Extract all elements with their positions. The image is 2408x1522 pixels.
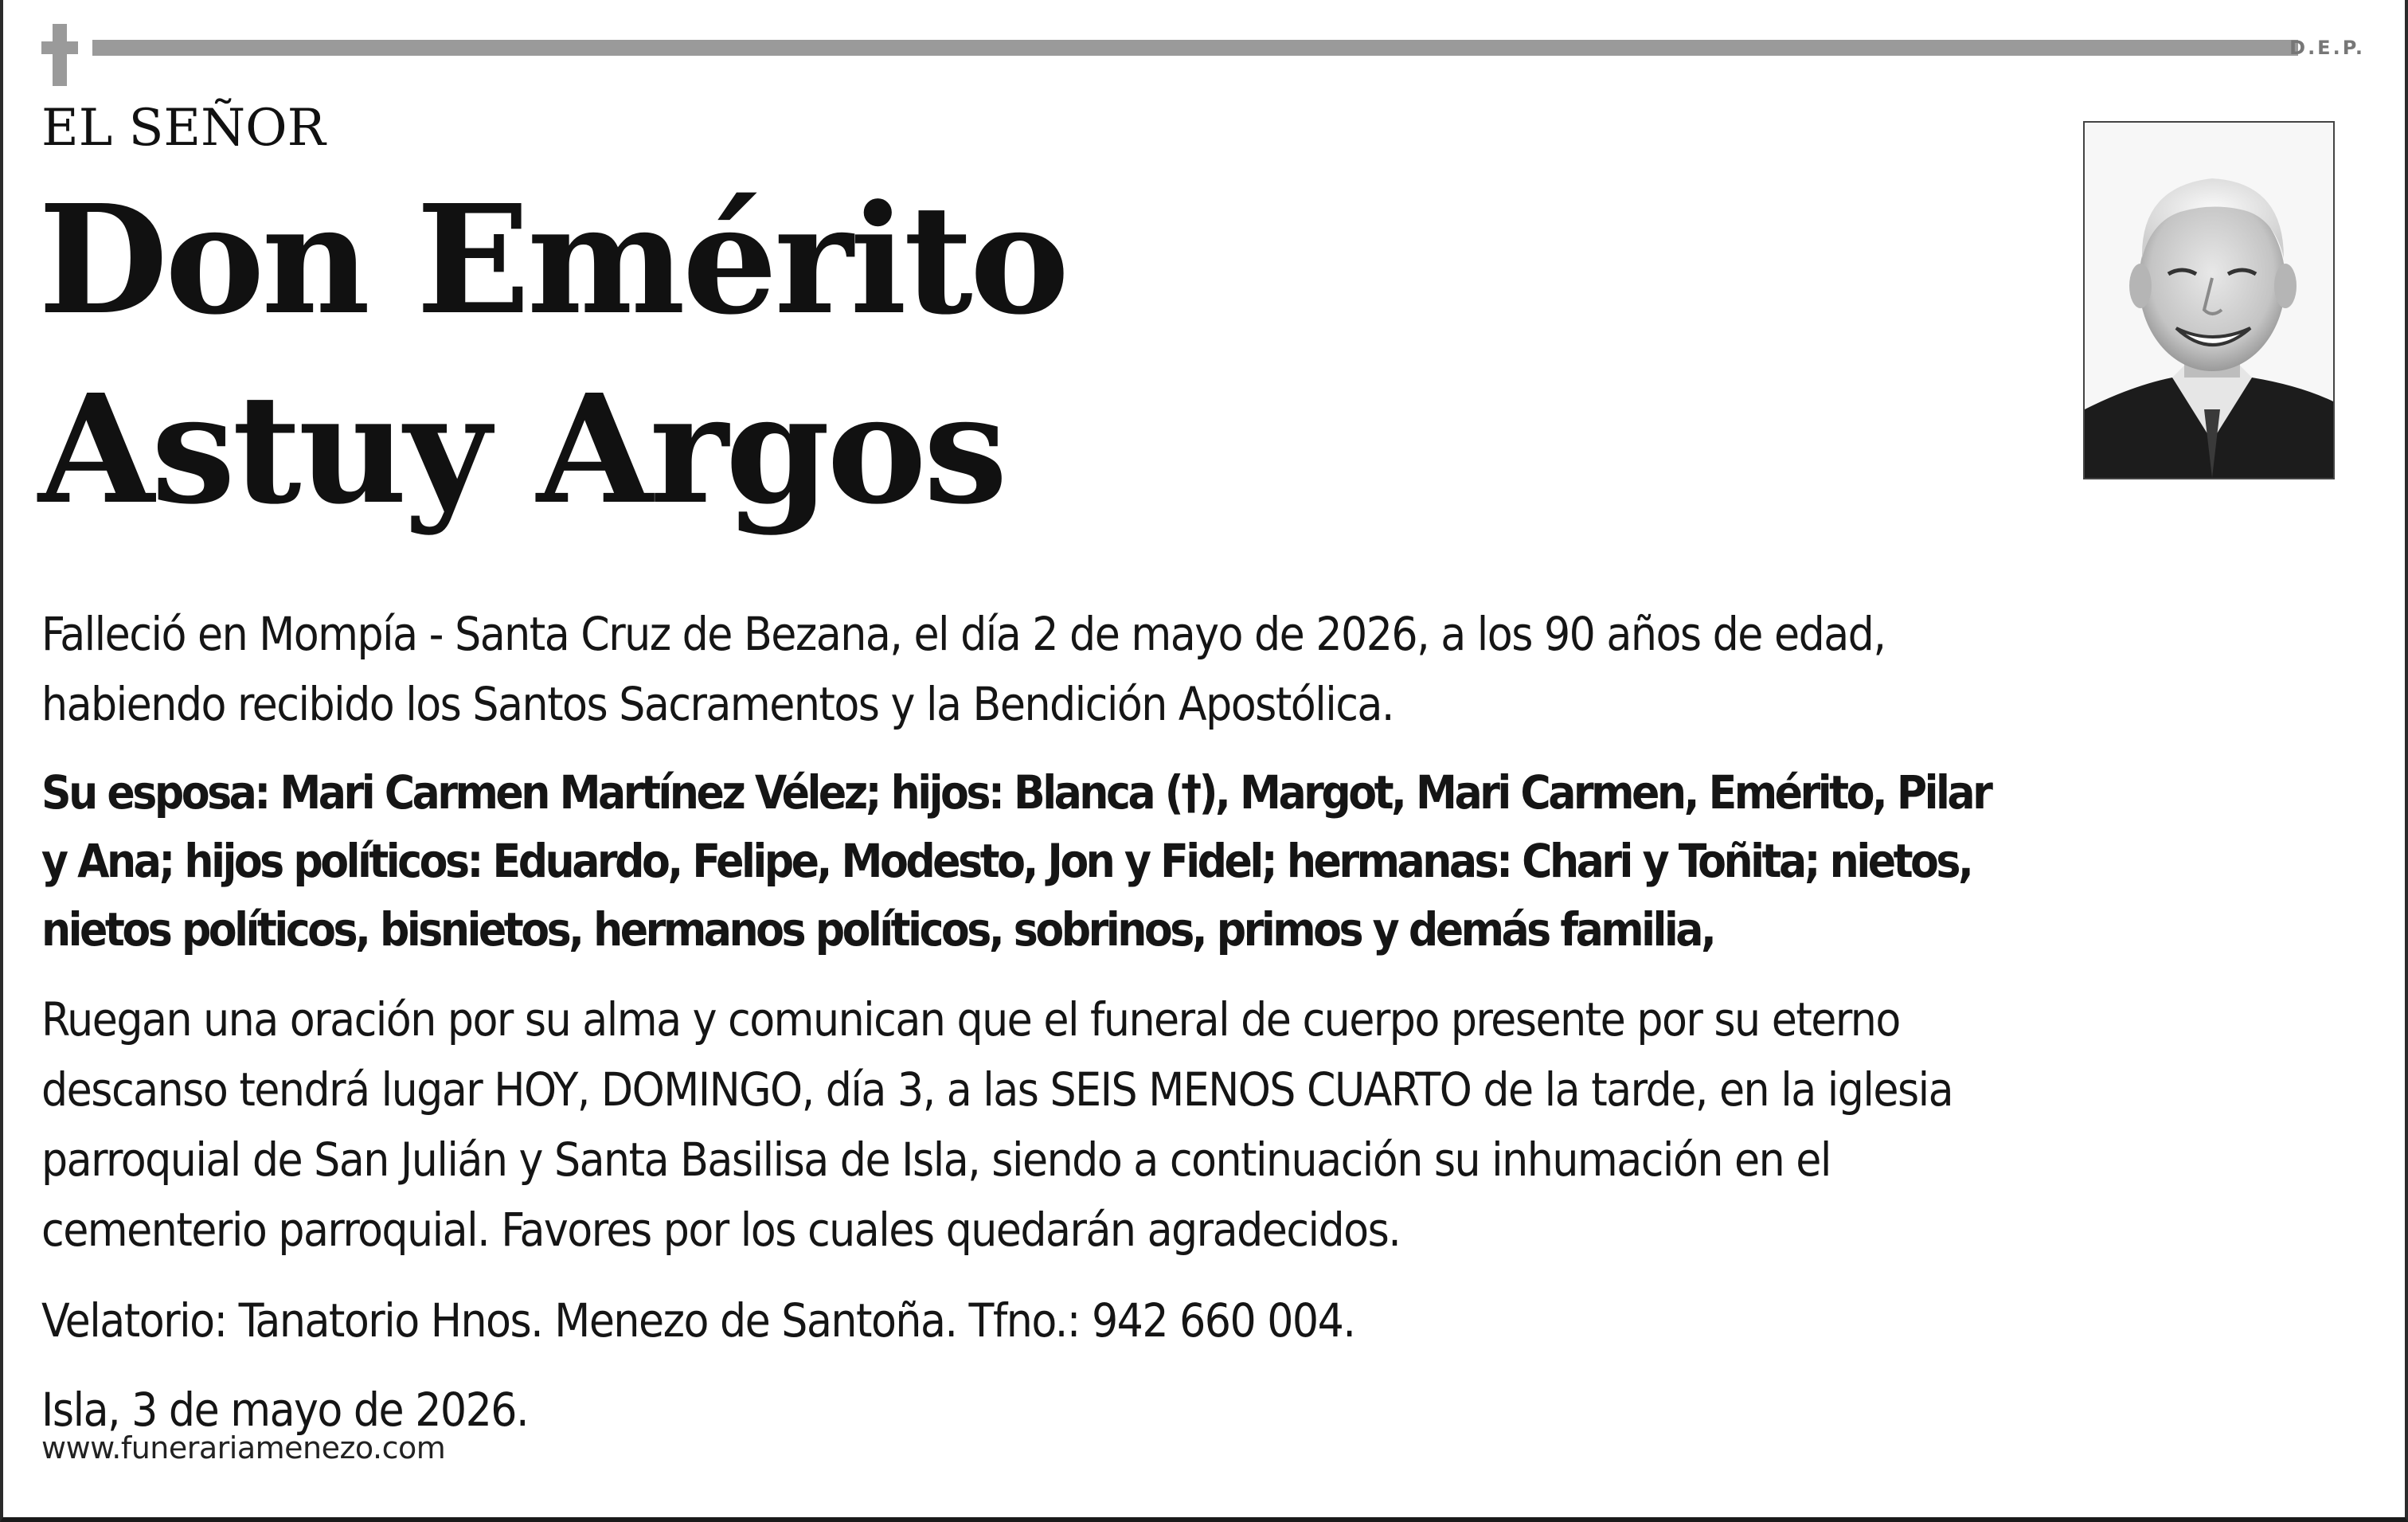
family-line-2: y Ana; hijos políticos: Eduardo, Felipe, Modesto, Jon y Fidel; hermanas: Chari y Toñita; nietos, bbox=[41, 834, 1972, 888]
place-date-line: Isla, 3 de mayo de 2026. bbox=[41, 1383, 529, 1437]
funeral-line-3: parroquial de San Julián y Santa Basilisa de Isla, siendo a continuación su inhumación en el bbox=[41, 1133, 1831, 1187]
cross-icon bbox=[41, 24, 78, 86]
velatorio-info bbox=[41, 1285, 2367, 1356]
portrait-photo bbox=[2083, 121, 2335, 479]
velatorio-line: Velatorio: Tanatorio Hnos. Menezo de Santoña. Tfno.: 942 660 004. bbox=[41, 1293, 1355, 1348]
portrait-photo-icon bbox=[2085, 123, 2333, 478]
deceased-name bbox=[38, 166, 1066, 545]
funeral-line-2: descanso tendrá lugar HOY, DOMINGO, día 3, a las SEIS MENOS CUARTO de la tarde, en la iglesia bbox=[41, 1062, 1953, 1117]
family-list bbox=[41, 758, 2367, 964]
family-line-3: nietos políticos, bisnietos, hermanos políticos, sobrinos, primos y demás familia, bbox=[41, 902, 1714, 957]
death-line-2: habiendo recibido los Santos Sacramentos y la Bendición Apostólica. bbox=[41, 677, 1394, 731]
website-link[interactable]: www.funerariamenezo.com bbox=[41, 1430, 446, 1465]
dep-label: D.E.P. bbox=[2289, 37, 2365, 59]
funeral-details bbox=[41, 984, 2367, 1265]
death-announcement bbox=[41, 599, 2367, 739]
name-line-2: Astuy Argos bbox=[38, 362, 1005, 538]
family-line-1: Su esposa: Mari Carmen Martínez Vélez; hijos: Blanca (†), Margot, Mari Carmen, Emérito, Pilar bbox=[41, 765, 1991, 820]
honorific: EL SEÑOR bbox=[41, 99, 326, 158]
name-line-1: Don Emérito bbox=[38, 172, 1067, 348]
death-line-1: Falleció en Mompía - Santa Cruz de Bezana, el día 2 de mayo de 2026, a los 90 años de edad, bbox=[41, 607, 1886, 661]
funeral-line-1: Ruegan una oración por su alma y comunican que el funeral de cuerpo presente por su eterno bbox=[41, 992, 1900, 1047]
header-rule bbox=[92, 40, 2298, 56]
funeral-line-4: cementerio parroquial. Favores por los cuales quedarán agradecidos. bbox=[41, 1203, 1401, 1257]
